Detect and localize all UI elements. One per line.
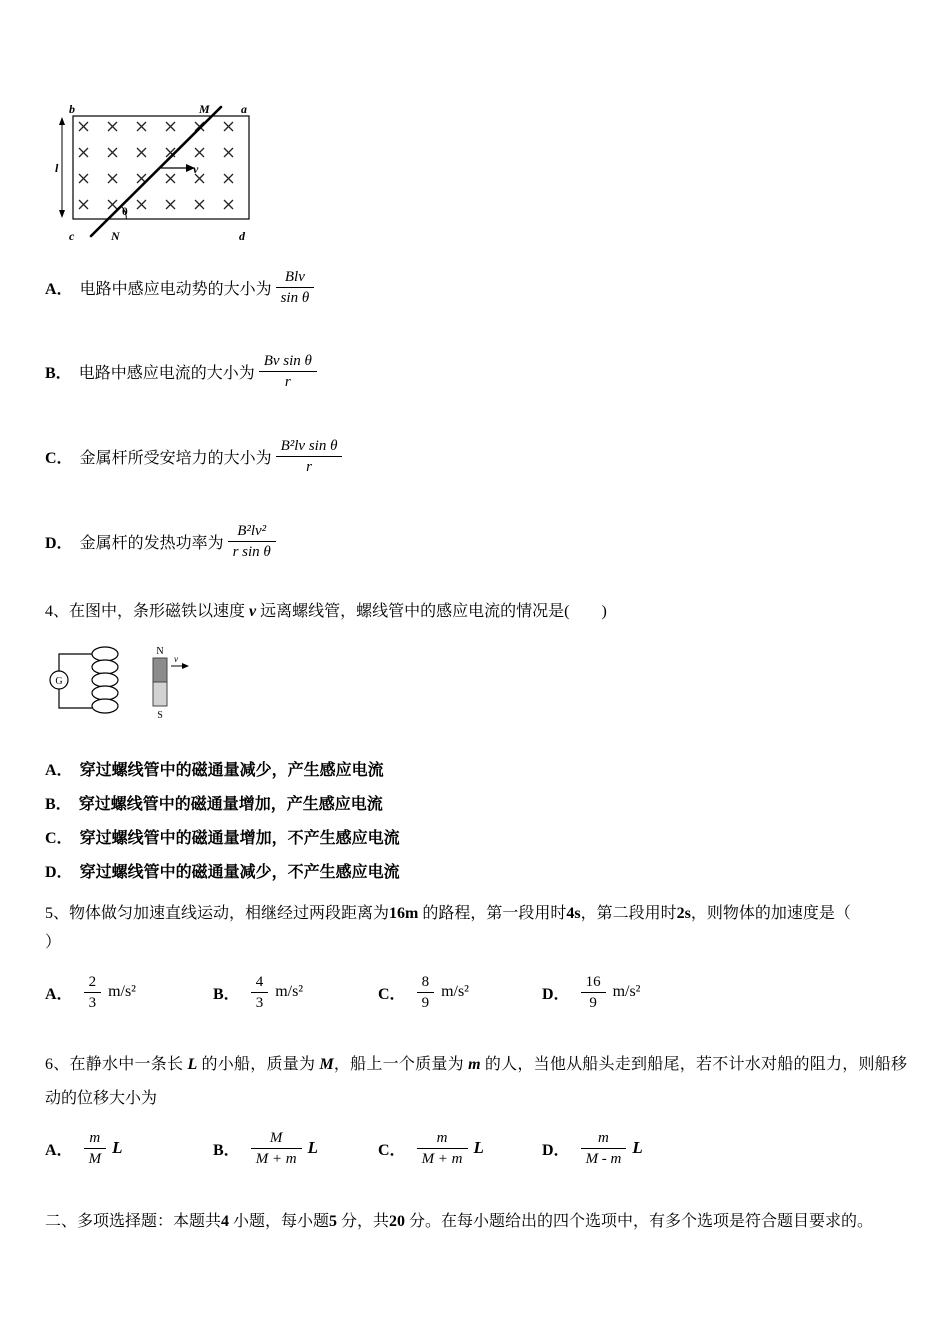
- q4-option-b: [45, 791, 383, 814]
- wire-top: [59, 654, 92, 671]
- option-label: C．: [378, 985, 406, 1003]
- q4-stem: [45, 595, 907, 629]
- fraction: [417, 1129, 468, 1168]
- option-label: D．: [542, 985, 570, 1003]
- fraction: [276, 437, 343, 476]
- q6-option-a: [45, 1120, 122, 1176]
- magnet-south-pole: [153, 682, 167, 706]
- fraction: [251, 1129, 302, 1168]
- option-label: B．: [45, 364, 72, 382]
- label-N: N: [111, 229, 120, 243]
- fraction: [259, 352, 317, 391]
- fraction-denominator: r sin θ: [232, 543, 271, 560]
- text-segment: 16m: [389, 905, 419, 922]
- option-label: A．: [45, 762, 73, 779]
- variable-L: L: [632, 1138, 643, 1157]
- fraction-numerator: m: [84, 1129, 107, 1149]
- q5-option-b: [213, 964, 303, 1020]
- q5-stem-close-paren: ）: [45, 934, 62, 951]
- fraction: [84, 1129, 107, 1168]
- magnetic-field-diagram: [55, 103, 265, 243]
- text-segment: ，船上一个质量为: [333, 1056, 469, 1073]
- option-text: 穿过螺线管中的磁通量增加，不产生感应电流: [79, 830, 400, 847]
- option-text: 电路中感应电动势的大小为: [79, 280, 272, 298]
- option-label: B．: [45, 796, 72, 813]
- fraction-denominator: M + m: [421, 1150, 463, 1167]
- arrowhead-up: [59, 117, 65, 125]
- option-label: A．: [45, 1141, 73, 1159]
- q5-option-a: [45, 964, 136, 1020]
- option-text: 金属杆所受安培力的大小为: [79, 449, 272, 467]
- fraction: [251, 973, 269, 1012]
- text-segment: L: [187, 1056, 198, 1073]
- fraction: [276, 268, 315, 307]
- magnet-velocity-label: v: [174, 654, 178, 664]
- fraction-numerator: Bv sin θ: [259, 352, 317, 372]
- fraction: [84, 973, 102, 1012]
- label-d: d: [239, 229, 245, 243]
- fraction-numerator: B²lv sin θ: [276, 437, 343, 457]
- fraction-numerator: B²lv²: [228, 522, 276, 542]
- q6-option-d: [542, 1120, 643, 1176]
- q3-option-a: [45, 257, 318, 317]
- option-text: 穿过螺线管中的磁通量减少，产生感应电流: [79, 762, 384, 779]
- magnet-north-pole: [153, 658, 167, 682]
- label-a: a: [241, 103, 247, 116]
- coil-loop: [92, 660, 118, 674]
- option-label: A．: [45, 280, 73, 298]
- text-segment: 二、多项选择题：本题共: [45, 1213, 222, 1230]
- q6-stem: [45, 1048, 907, 1116]
- label-c: c: [69, 229, 75, 243]
- option-label: D．: [45, 534, 73, 552]
- label-theta: θ: [122, 206, 128, 218]
- fraction-numerator: 2: [84, 973, 102, 993]
- variable-L: L: [112, 1138, 123, 1157]
- q4-option-d: [45, 859, 400, 882]
- variable-L: L: [307, 1138, 319, 1157]
- fraction-denominator: 3: [88, 994, 97, 1011]
- q5-option-d: [542, 964, 640, 1020]
- q4-option-a: [45, 757, 384, 780]
- solenoid-magnet-diagram: [45, 642, 195, 730]
- q4-option-c: [45, 825, 400, 848]
- text-segment: m: [468, 1056, 481, 1073]
- q6-option-b: [213, 1120, 318, 1176]
- fraction-denominator: 9: [421, 994, 430, 1011]
- q3-option-b: [45, 341, 321, 401]
- fraction-numerator: m: [417, 1129, 468, 1149]
- fraction: [417, 973, 435, 1012]
- text-segment: 2s: [676, 905, 691, 922]
- fraction-denominator: 3: [255, 994, 264, 1011]
- fraction: [581, 973, 606, 1012]
- option-label: D．: [542, 1141, 570, 1159]
- text-segment: 4: [221, 1213, 230, 1230]
- option-label: C．: [378, 1141, 406, 1159]
- fraction-denominator: M + m: [255, 1150, 297, 1167]
- fraction: [581, 1129, 627, 1168]
- q5-option-c: [378, 964, 469, 1020]
- coil-loop: [92, 673, 118, 687]
- fraction-denominator: 9: [589, 994, 597, 1011]
- fraction-denominator: M: [88, 1150, 102, 1167]
- option-label: A．: [45, 985, 73, 1003]
- option-label: B．: [213, 1141, 240, 1159]
- option-label: D．: [45, 864, 73, 881]
- coil-loop: [92, 699, 118, 713]
- fraction-denominator: r: [306, 458, 312, 475]
- fraction-numerator: 8: [417, 973, 435, 993]
- text-segment: 5: [329, 1213, 338, 1230]
- text-segment: M: [319, 1056, 334, 1073]
- magnet-velocity-arrowhead: [182, 663, 189, 669]
- magnet-south-label: S: [157, 710, 163, 721]
- text-segment: 远离螺线管，螺线管中的感应电流的情况是( ): [256, 603, 607, 620]
- option-label: B．: [213, 985, 240, 1003]
- magnet-north-label: N: [156, 646, 164, 657]
- q3-option-d: [45, 511, 280, 571]
- q5-options-row: [45, 964, 905, 1020]
- text-segment: 分，共: [337, 1213, 390, 1230]
- option-text: 穿过螺线管中的磁通量增加，产生感应电流: [78, 796, 383, 813]
- text-segment: 4、在图中，条形磁铁以速度: [45, 603, 250, 620]
- unit: m/s²: [612, 983, 641, 1000]
- fraction-denominator: sin θ: [280, 289, 310, 306]
- section2-header: [45, 1205, 907, 1239]
- text-segment: 的人，当他从船头走到船尾，若不计水对船的阻力，则船移动的位移大小为: [45, 1056, 907, 1107]
- option-label: C．: [45, 830, 73, 847]
- label-b: b: [69, 103, 75, 116]
- text-segment: 的小船，质量为: [197, 1056, 320, 1073]
- label-M: M: [199, 103, 210, 116]
- text-segment: ，则物体的加速度是（: [690, 905, 851, 922]
- text-segment: v: [249, 603, 257, 620]
- text-segment: 的路程，第一段用时: [418, 905, 567, 922]
- fraction-numerator: m: [581, 1129, 627, 1149]
- unit: m/s²: [441, 983, 469, 1000]
- fraction-numerator: M: [251, 1129, 302, 1149]
- coil-loop: [92, 686, 118, 700]
- option-text: 电路中感应电流的大小为: [78, 364, 255, 382]
- fraction: [228, 522, 276, 561]
- fraction-numerator: 16: [581, 973, 606, 993]
- variable-L: L: [473, 1138, 484, 1157]
- wire-bottom: [59, 689, 92, 708]
- text-segment: 20: [389, 1213, 406, 1230]
- q6-option-c: [378, 1120, 484, 1176]
- text-segment: ，第二段用时: [580, 905, 677, 922]
- label-l: l: [55, 161, 59, 175]
- option-label: C．: [45, 449, 73, 467]
- galvanometer-label: G: [55, 676, 63, 687]
- option-text: 穿过螺线管中的磁通量减少，不产生感应电流: [79, 864, 400, 881]
- fraction-denominator: r: [284, 373, 291, 390]
- q3-option-c: [45, 426, 346, 486]
- q6-options-row: [45, 1120, 905, 1176]
- text-segment: 小题，每小题: [229, 1213, 330, 1230]
- unit: m/s²: [275, 983, 304, 1000]
- fraction-denominator: M - m: [585, 1150, 622, 1167]
- fraction-numerator: 4: [251, 973, 269, 993]
- label-v: v: [193, 162, 199, 176]
- fraction-numerator: Blv: [276, 268, 315, 288]
- unit: m/s²: [108, 983, 136, 1000]
- text-segment: 5、物体做匀加速直线运动，相继经过两段距离为: [45, 905, 390, 922]
- text-segment: 6、在静水中一条长: [45, 1056, 188, 1073]
- text-segment: 4s: [566, 905, 581, 922]
- coil-loop: [92, 647, 118, 661]
- text-segment: 分。在每小题给出的四个选项中，有多个选项是符合题目要求的。: [405, 1213, 874, 1230]
- q5-stem: [45, 897, 907, 931]
- arrowhead-down: [59, 210, 65, 218]
- option-text: 金属杆的发热功率为: [79, 534, 224, 552]
